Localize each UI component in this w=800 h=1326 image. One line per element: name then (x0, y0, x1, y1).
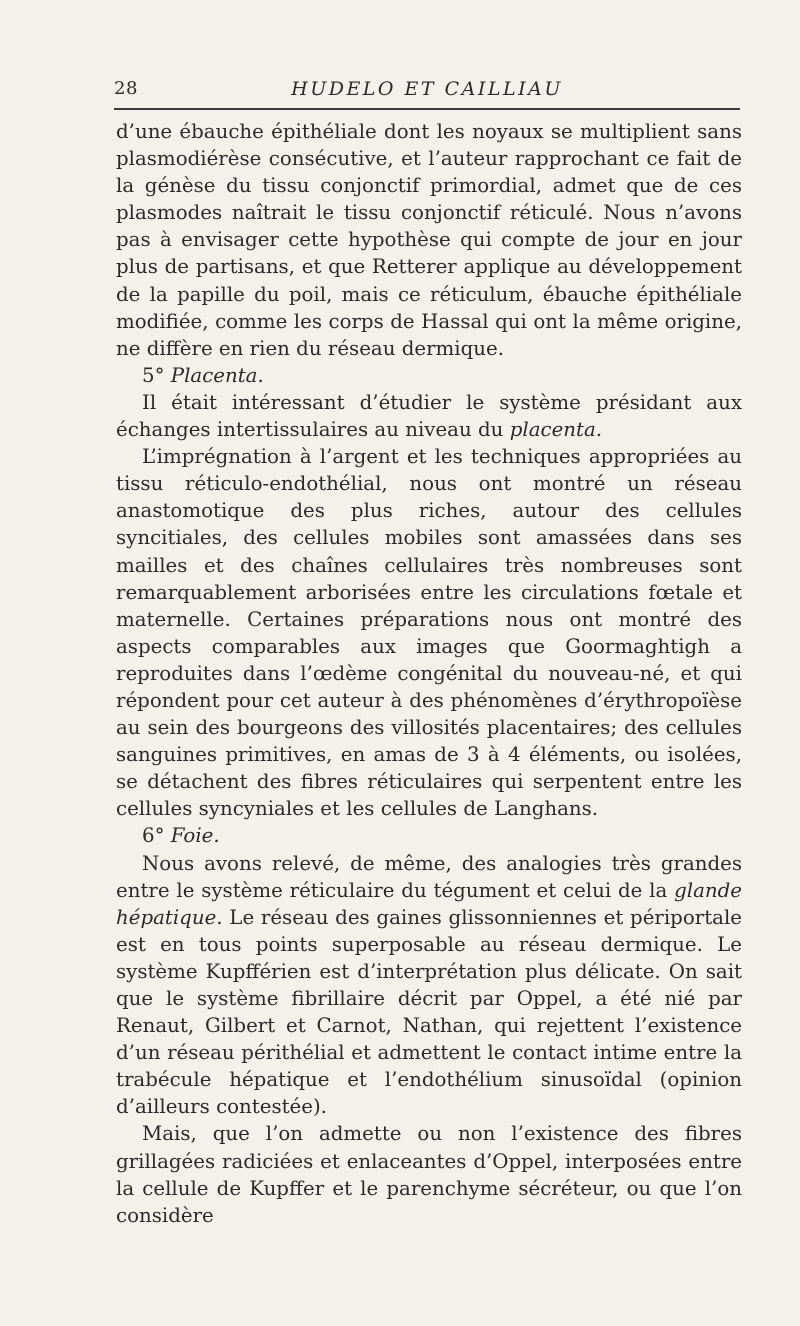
italic-term: placenta. (509, 418, 603, 442)
section-number: 6° (142, 824, 165, 848)
page-number: 28 (114, 78, 138, 99)
header-rule (114, 108, 740, 110)
paragraph (116, 850, 742, 1121)
paragraph: Mais, que l’on admette ou non l’existence des fibres grillagées radiciées et enlaceantes d’Oppel, interposées entre la cellule de Kupffer et le parenchyme sécréteur, ou que l’on considère (116, 1122, 742, 1227)
page-header (114, 72, 740, 102)
section-title: Placenta. (170, 363, 264, 387)
paragraph-text: Il était intéressant d’étudier le système présidant aux échanges intertissulaires au niveau du (116, 390, 742, 442)
body-text (116, 118, 742, 1229)
section-title: Foie. (170, 824, 220, 848)
italic-term: glande hépatique. (116, 878, 742, 929)
paragraph-text: Nous avons relevé, de même, des analogies très grandes entre le système réticulaire du tégument et celui de la (116, 851, 742, 902)
paragraph-continued: d’une ébauche épithéliale dont les noyaux se multiplient sans plasmodiérèse consécutive, et l’auteur rapprochant ce fait de la génèse du tissu conjonctif primordial, admet que de ces plasmodes naîtrait le tissu conjonctif réticulé. Nous n’avons pas à envisager cette hypothèse qui compte de jour en jour plus de partisans, et que Retterer applique au développement de la papille du poil, mais ce réticulum, ébauche épithéliale modifiée, comme les corps de Hassal qui ont la même origine, ne diffère en rien du réseau dermique. (116, 120, 742, 360)
section-heading-foie (116, 822, 742, 849)
running-head: HUDELO ET CAILLIAU (291, 78, 563, 100)
section-heading-placenta (116, 362, 742, 389)
section-number: 5° (142, 363, 165, 387)
paragraph (116, 389, 742, 443)
paragraph: L’imprégnation à l’argent et les techniques appropriées au tissu réticulo-endothélial, nous ont montré un réseau anastomotique des plus riches, autour des cellules syncitiales, des cellules mobiles sont amassées dans ses mailles et des chaînes cellulaires très nombreuses sont remarquablement arborisées entre les circulations fœtale et maternelle. Certaines préparations nous ont montré des aspects comparables aux images que Goormaghtigh a reproduites dans l’œdème congénital du nouveau-né, et qui répondent pour cet auteur à des phénomènes d’érythropoïèse au sein des bourgeons des villosités placentaires; des cellules sanguines primitives, en amas de 3 à 4 éléments, ou isolées, se détachent des fibres réticulaires qui serpentent entre les cellules syncyniales et les cellules de Langhans. (116, 445, 742, 821)
paragraph-text: Le réseau des gaines glissonniennes et périportale est en tous points superposable au réseau dermique. Le système Kupfférien est d’interprétation plus délicate. On sait que le système fibrillaire décrit par Oppel, a été nié par Renaut, Gilbert et Carnot, Nathan, qui rejettent l’existence d’un réseau périthélial et admettent le contact intime entre la trabécule hépatique et l’endothélium sinusoïdal (opinion d’ailleurs contestée). (116, 905, 742, 1119)
